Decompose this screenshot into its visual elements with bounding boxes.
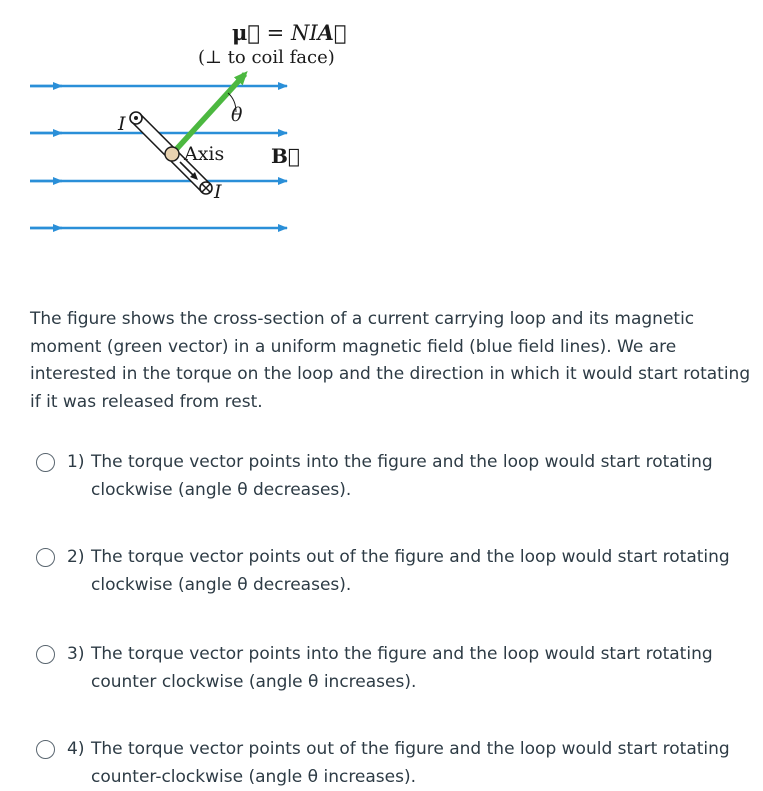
current-out-icon xyxy=(130,112,142,124)
radio-button[interactable] xyxy=(36,453,55,472)
current-label-top: I xyxy=(118,113,126,135)
formula-mu: μ⃗ xyxy=(232,20,260,45)
radio-button[interactable] xyxy=(36,548,55,567)
b-field-label: B⃗ xyxy=(271,144,300,168)
question-text: The figure shows the cross-section of a current carrying loop and its magnetic moment (green vector) in a uniform magnetic field (blue field lines). We are interested in the torque on the loop and the direction in which it would start rotating if it was released from rest. xyxy=(30,309,751,412)
magnetic-moment-formula xyxy=(232,20,347,45)
current-label-bottom: I xyxy=(214,181,222,203)
formula-ni: NI xyxy=(290,21,318,45)
answer-option-2[interactable] xyxy=(36,544,751,599)
physics-figure xyxy=(0,0,360,250)
option-number: 3) xyxy=(67,644,85,664)
formula-a: A⃗ xyxy=(317,20,347,45)
answer-option-3[interactable] xyxy=(36,641,751,696)
answer-option-1[interactable] xyxy=(36,449,751,504)
axis-label: Axis xyxy=(184,143,225,165)
radio-button[interactable] xyxy=(36,740,55,759)
current-in-icon xyxy=(200,182,212,194)
option-text: The torque vector points into the figure and the loop would start rotating clockwise (angle θ decreases). xyxy=(91,452,713,500)
option-number: 4) xyxy=(67,739,85,759)
perpendicular-note: (⊥ to coil face) xyxy=(198,47,335,68)
option-text: The torque vector points into the figure and the loop would start rotating counter clockwise (angle θ increases). xyxy=(91,644,713,692)
option-number: 2) xyxy=(67,547,85,567)
theta-label: θ xyxy=(231,104,243,126)
magnetic-field-lines xyxy=(30,86,287,228)
option-text: The torque vector points out of the figure and the loop would start rotating counter-clockwise (angle θ increases). xyxy=(91,739,730,787)
option-number: 1) xyxy=(67,452,85,472)
axis-pivot-icon xyxy=(165,147,179,161)
answer-option-4[interactable] xyxy=(36,736,751,791)
radio-button[interactable] xyxy=(36,645,55,664)
formula-equals: = xyxy=(259,21,291,45)
option-text: The torque vector points out of the figure and the loop would start rotating clockwise (angle θ decreases). xyxy=(91,547,730,595)
